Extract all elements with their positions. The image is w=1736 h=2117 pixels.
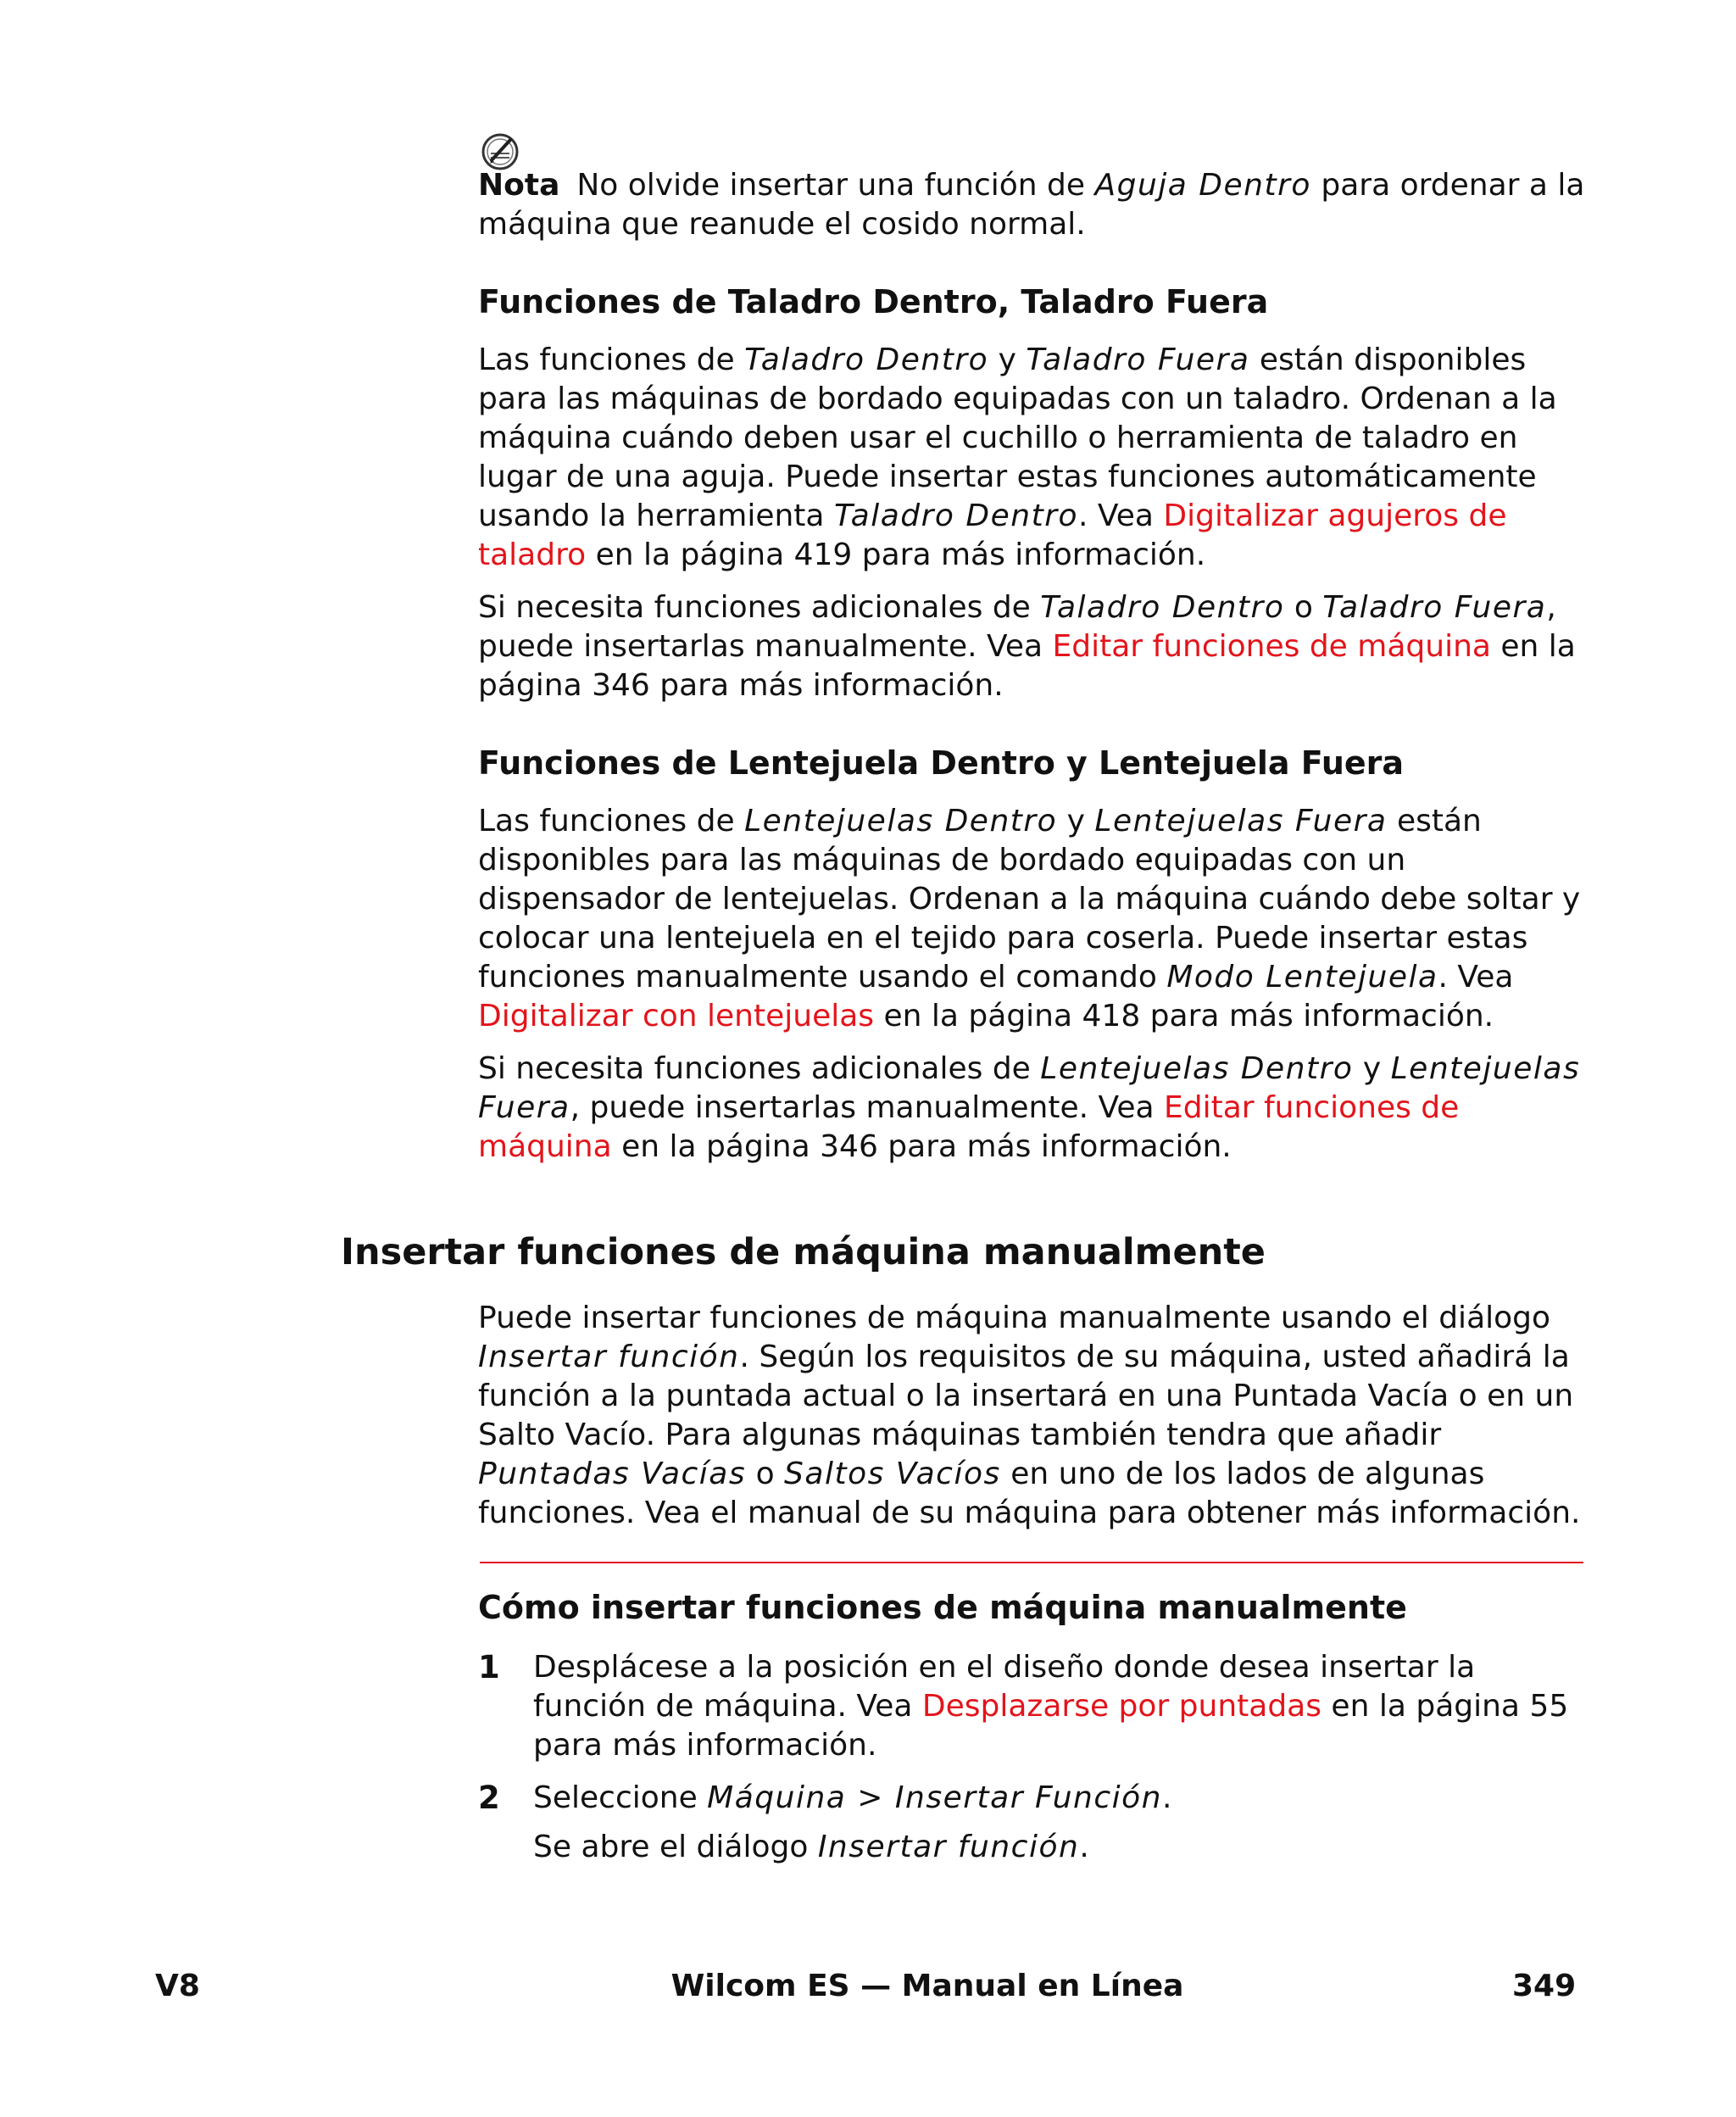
procedure-heading: Cómo insertar funciones de máquina manualmente (478, 1589, 1407, 1626)
link-editar-funciones-2[interactable]: Editar funciones de máquina (478, 1090, 1460, 1164)
note-label: Nota (478, 168, 560, 203)
step-text: Seleccione Máquina > Insertar Función. (533, 1780, 1172, 1815)
paragraph-taladro-1: Las funciones de Taladro Dentro y Taladro Fuera están disponibles para las máquinas de bordado equipadas con un taladro. Ordenan a la máquina cuándo deben usar el cuchillo o herramienta de taladro en lugar de una aguja. Puede insertar estas funciones automáticamente usando la herramienta Taladro Dentro. Vea Digitalizar agujeros de taladro en la página 419 para más información. (478, 343, 1557, 572)
step-text: Desplácese a la posición en el diseño donde desea insertar la función de máquina. Vea Desplazarse por puntadas en la página 55 para más información. (533, 1650, 1569, 1763)
footer-title: Wilcom ES — Manual en Línea (670, 1969, 1184, 2003)
paragraph-lentejuela-2: Si necesita funciones adicionales de Lentejuelas Dentro y Lentejuelas Fuera, puede insertarlas manualmente. Vea Editar funciones de máquina en la página 346 para más información. (478, 1051, 1581, 1164)
footer-version: V8 (155, 1969, 200, 2003)
step-number: 2 (478, 1780, 500, 1816)
divider-rule (480, 1562, 1583, 1563)
link-digitalizar-agujeros[interactable]: Digitalizar agujeros de taladro (478, 499, 1507, 572)
link-editar-funciones[interactable]: Editar funciones de máquina (1052, 629, 1491, 664)
section-heading-taladro: Funciones de Taladro Dentro, Taladro Fuera (478, 283, 1269, 320)
paragraph-insertar: Puede insertar funciones de máquina manualmente usando el diálogo Insertar función. Según los requisitos de su máquina, usted añadirá la función a la puntada actual o la insertará en una Puntada Vacía o en un Salto Vacío. Para algunas máquinas también tendra que añadir Puntadas Vacías o Saltos Vacíos en uno de los lados de algunas funciones. Vea el manual de su máquina para obtener más información. (478, 1301, 1581, 1530)
link-digitalizar-lentejuelas[interactable]: Digitalizar con lentejuelas (478, 999, 875, 1033)
step-number: 1 (478, 1649, 500, 1685)
note-text: Nota No olvide insertar una función de Aguja Dentro para ordenar a la máquina que reanude el cosido normal. (478, 168, 1585, 242)
paragraph-lentejuela-1: Las funciones de Lentejuelas Dentro y Lentejuelas Fuera están disponibles para las máquinas de bordado equipadas con un dispensador de lentejuelas. Ordenan a la máquina cuándo debe soltar y colocar una lentejuela en el tejido para coserla. Puede insertar estas funciones manualmente usando el comando Modo Lentejuela. Vea Digitalizar con lentejuelas en la página 418 para más información. (478, 804, 1581, 1033)
section-heading-lentejuela: Funciones de Lentejuela Dentro y Lentejuela Fuera (478, 744, 1405, 782)
page-number: 349 (1512, 1969, 1577, 2003)
step-result: Se abre el diálogo Insertar función. (533, 1830, 1089, 1864)
section-heading-insertar: Insertar funciones de máquina manualmente (341, 1231, 1266, 1273)
page-footer (0, 1967, 1736, 2009)
link-desplazarse-puntadas[interactable]: Desplazarse por puntadas (921, 1689, 1321, 1724)
paragraph-taladro-2: Si necesita funciones adicionales de Taladro Dentro o Taladro Fuera, puede insertarlas manualmente. Vea Editar funciones de máquina en la página 346 para más información. (478, 590, 1576, 703)
